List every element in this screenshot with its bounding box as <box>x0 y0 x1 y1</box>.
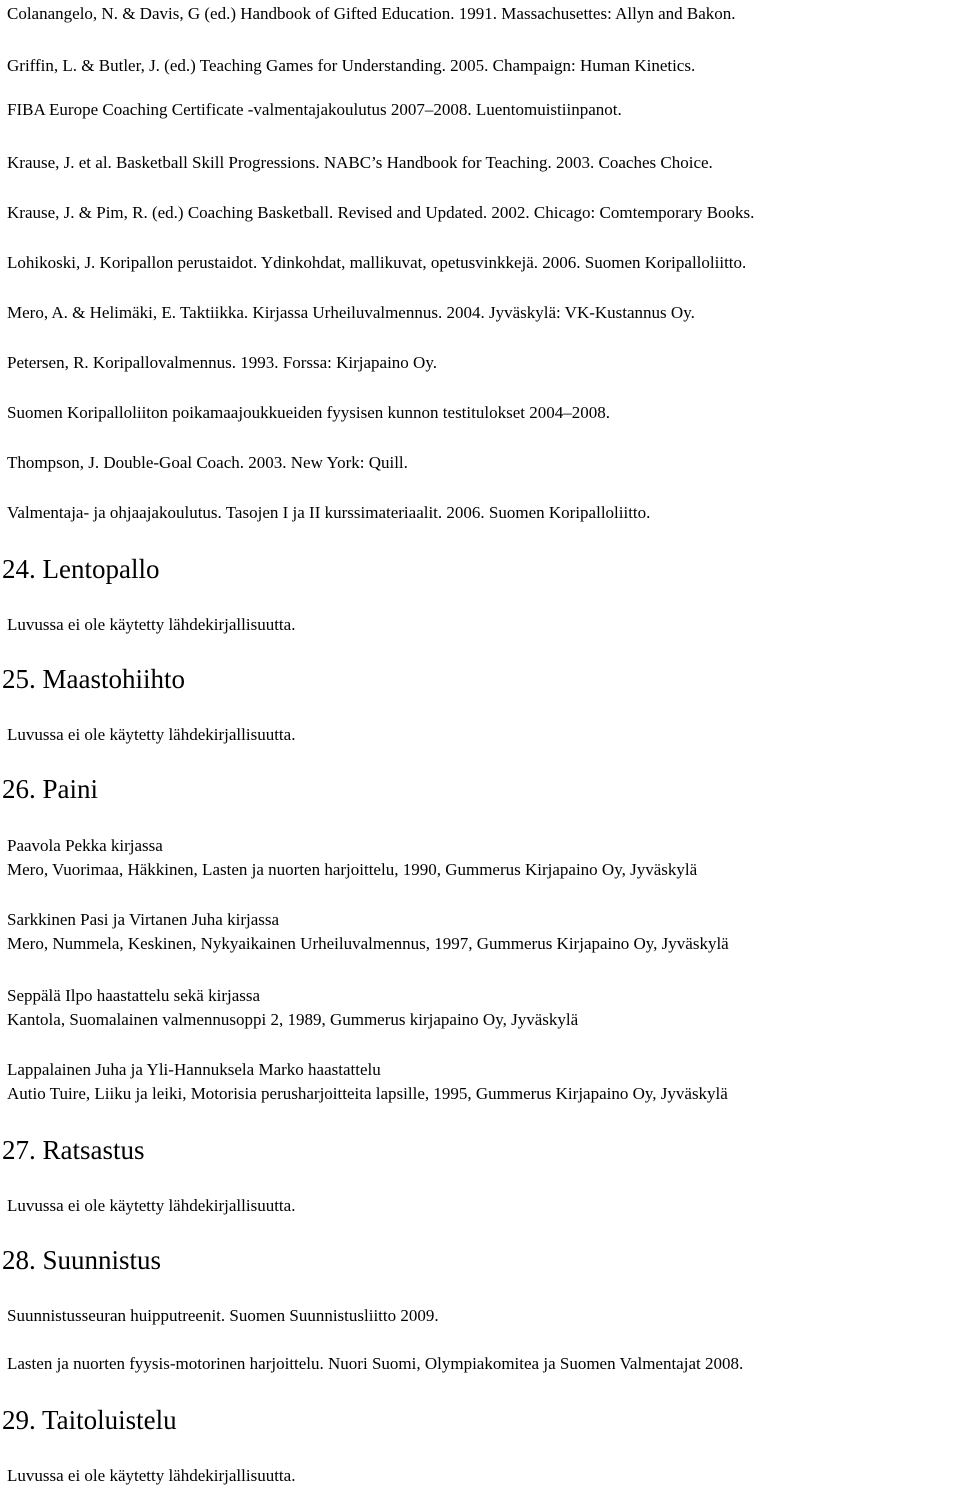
reference-entry: Krause, J. & Pim, R. (ed.) Coaching Basketball. Revised and Updated. 2002. Chicago: Comtemporary Books. <box>7 203 755 222</box>
reference-entry: Petersen, R. Koripallovalmennus. 1993. Forssa: Kirjapaino Oy. <box>7 353 437 372</box>
reference-entry: Colanangelo, N. & Davis, G (ed.) Handbook of Gifted Education. 1991. Massachusettes: Allyn and Bakon. <box>7 4 736 23</box>
section-text: Autio Tuire, Liiku ja leiki, Motorisia perusharjoitteita lapsille, 1995, Gummerus Kirjapaino Oy, Jyväskylä <box>7 1084 728 1103</box>
reference-entry: Griffin, L. & Butler, J. (ed.) Teaching Games for Understanding. 2005. Champaign: Human Kinetics. <box>7 56 696 75</box>
section-text: Luvussa ei ole käytetty lähdekirjallisuutta. <box>7 725 296 744</box>
section-text: Mero, Vuorimaa, Häkkinen, Lasten ja nuorten harjoittelu, 1990, Gummerus Kirjapaino Oy, Jyväskylä <box>7 860 698 879</box>
section-heading: 26. Paini <box>2 774 99 804</box>
reference-entry: Valmentaja- ja ohjaajakoulutus. Tasojen I ja II kurssimateriaalit. 2006. Suomen Koripalloliitto. <box>7 503 651 522</box>
reference-entry: Lohikoski, J. Koripallon perustaidot. Ydinkohdat, mallikuvat, opetusvinkkejä. 2006. Suomen Koripalloliitto. <box>7 253 747 272</box>
section-heading: 25. Maastohiihto <box>2 664 185 694</box>
section-text: Luvussa ei ole käytetty lähdekirjallisuutta. <box>7 1196 296 1215</box>
section-text: Luvussa ei ole käytetty lähdekirjallisuutta. <box>7 615 296 634</box>
section-heading: 27. Ratsastus <box>2 1135 145 1165</box>
section-text: Seppälä Ilpo haastattelu sekä kirjassa <box>7 986 261 1005</box>
section-text: Suunnistusseuran huipputreenit. Suomen Suunnistusliitto 2009. <box>7 1306 439 1325</box>
section-text: Mero, Nummela, Keskinen, Nykyaikainen Urheiluvalmennus, 1997, Gummerus Kirjapaino Oy, Jyväskylä <box>7 934 729 953</box>
section-heading: 29. Taitoluistelu <box>2 1405 177 1435</box>
section-text: Kantola, Suomalainen valmennusoppi 2, 1989, Gummerus kirjapaino Oy, Jyväskylä <box>7 1010 579 1029</box>
reference-entry: Krause, J. et al. Basketball Skill Progressions. NABC’s Handbook for Teaching. 2003. Coaches Choice. <box>7 153 713 172</box>
section-text: Lappalainen Juha ja Yli-Hannuksela Marko haastattelu <box>7 1060 381 1079</box>
reference-entry: Suomen Koripalloliiton poikamaajoukkueiden fyysisen kunnon testitulokset 2004–2008. <box>7 403 610 422</box>
section-text: Paavola Pekka kirjassa <box>7 836 163 855</box>
reference-entry: Thompson, J. Double-Goal Coach. 2003. New York: Quill. <box>7 453 408 472</box>
section-text: Lasten ja nuorten fyysis-motorinen harjoittelu. Nuori Suomi, Olympiakomitea ja Suomen Valmentajat 2008. <box>7 1354 744 1373</box>
reference-entry: Mero, A. & Helimäki, E. Taktiikka. Kirjassa Urheiluvalmennus. 2004. Jyväskylä: VK-Kustannus Oy. <box>7 303 695 322</box>
section-text: Sarkkinen Pasi ja Virtanen Juha kirjassa <box>7 910 280 929</box>
section-heading: 24. Lentopallo <box>2 554 160 584</box>
section-text: Luvussa ei ole käytetty lähdekirjallisuutta. <box>7 1466 296 1485</box>
reference-entry: FIBA Europe Coaching Certificate -valmentajakoulutus 2007–2008. Luentomuistiinpanot. <box>7 100 622 119</box>
section-heading: 28. Suunnistus <box>2 1245 162 1275</box>
